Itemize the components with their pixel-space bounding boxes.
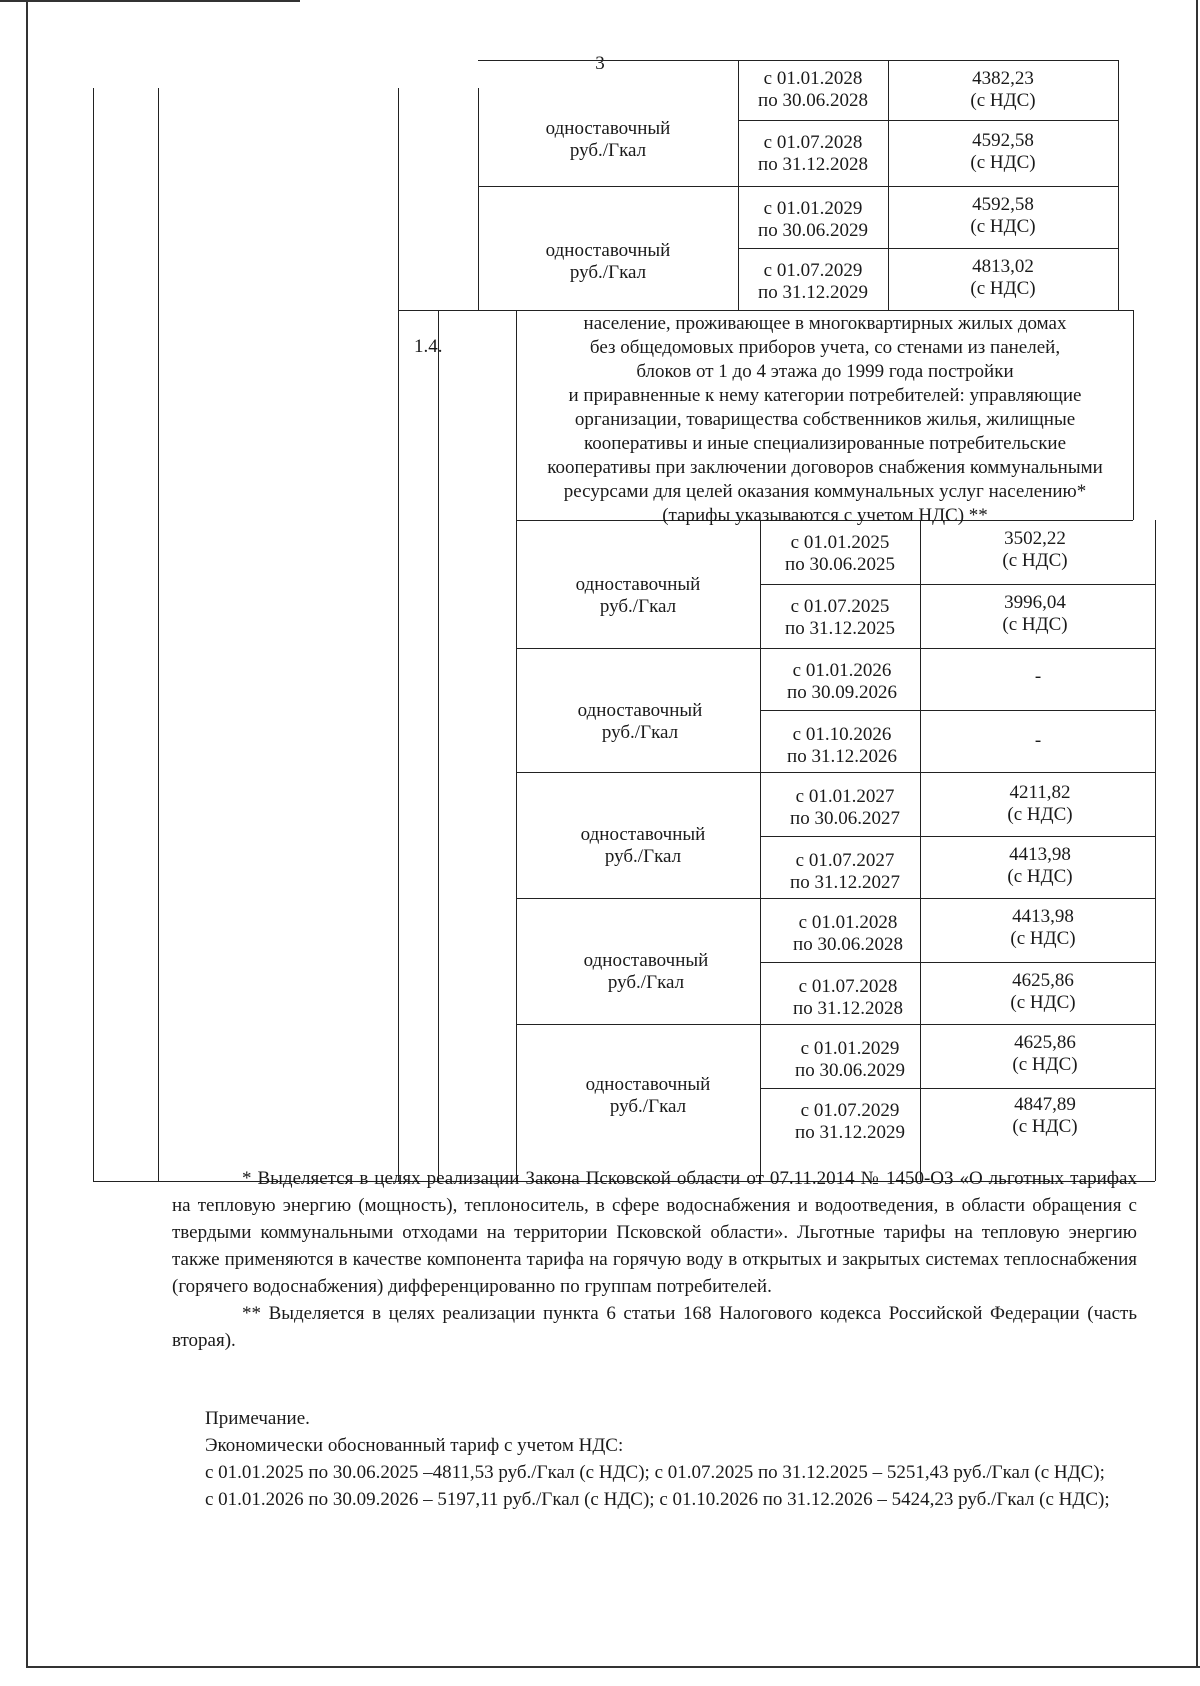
price-cell	[943, 906, 1143, 950]
tariff-type-text: одноставочный	[580, 824, 706, 845]
table-col-divider-1	[158, 88, 159, 1181]
price-value: 4813,02	[972, 256, 1034, 277]
tariff-unit-text: руб./Гкал	[569, 262, 647, 283]
price-value: 4211,82	[1009, 782, 1071, 803]
period-to: по 30.09.2026	[787, 682, 897, 703]
price-value: 4382,23	[972, 68, 1034, 89]
period-cell	[770, 596, 910, 640]
top-row-divider-2	[738, 248, 1118, 249]
price-cell	[943, 970, 1143, 1014]
price-value: 3996,04	[1004, 592, 1066, 613]
price-value: 4413,98	[1009, 844, 1071, 865]
period-cell	[743, 68, 883, 112]
note-line-2026: с 01.01.2026 по 30.09.2026 – 5197,11 руб./Гкал (с НДС); с 01.10.2026 по 31.12.2026 – 5424,23 руб./Гкал (с НДС);	[205, 1489, 1110, 1510]
period-cell	[743, 132, 883, 176]
price-cell	[940, 844, 1140, 888]
period-from: с 01.10.2026	[792, 724, 892, 745]
tariff-type-label	[488, 240, 728, 284]
period-from: с 01.07.2025	[790, 596, 890, 617]
bottom-right-border	[1155, 520, 1156, 1181]
period-from: с 01.01.2025	[790, 532, 890, 553]
category-line: без общедомовых приборов учета, со стенами из панелей,	[589, 337, 1061, 358]
price-vat: (с НДС)	[970, 90, 1036, 111]
period-cell	[770, 532, 910, 576]
category-line: и приравненные к нему категории потребителей: управляющие	[568, 385, 1082, 406]
price-vat: (с НДС)	[1010, 928, 1076, 949]
period-cell	[775, 786, 915, 830]
tariff-unit-text: руб./Гкал	[609, 1096, 687, 1117]
category-line: кооперативы и иные специализированные потребительские	[583, 433, 1067, 454]
period-to: по 30.06.2028	[758, 90, 868, 111]
price-vat: (с НДС)	[1007, 866, 1073, 887]
table-col-divider-2	[398, 88, 399, 1181]
bottom-price-divider	[920, 520, 921, 1181]
tariff-type-text: одноставочный	[585, 1074, 711, 1095]
price-cell	[903, 68, 1103, 112]
category-line: (тарифы указываются с учетом НДС) **	[662, 505, 988, 526]
price-cell	[938, 666, 1138, 688]
bottom-group-divider-3	[516, 898, 1155, 899]
price-vat: (с НДС)	[1010, 992, 1076, 1013]
tariff-unit-text: руб./Гкал	[601, 722, 679, 743]
period-from: с 01.01.2026	[792, 660, 892, 681]
tariff-unit-text: руб./Гкал	[607, 972, 685, 993]
period-to: по 31.12.2028	[758, 154, 868, 175]
price-cell	[938, 730, 1138, 752]
bottom-group-divider-2	[516, 772, 1155, 773]
footnote-star-1: * Выделяется в целях реализации Закона Псковской области от 07.11.2014 № 1450-ОЗ «О льготных тарифах на тепловую энергию (мощность), теплоноситель, в сфере водоснабжения и водоотведения, в области обращения с твердыми коммунальными отходами на территории Псковской области». Льготные тарифы на тепловую энергию также применяются в качестве компонента тарифа на горячую воду в открытых и закрытых системах теплоснабжения (горячего водоснабжения) дифференцированно по группам потребителей.	[172, 1168, 1137, 1297]
period-from: с 01.01.2028	[763, 68, 863, 89]
period-to: по 30.06.2025	[785, 554, 895, 575]
period-cell	[780, 1038, 920, 1082]
period-to: по 30.06.2028	[793, 934, 903, 955]
page-frame-bottom	[28, 1666, 1200, 1668]
price-cell	[903, 130, 1103, 174]
price-cell	[945, 1032, 1145, 1076]
price-value: -	[1034, 730, 1042, 751]
price-cell	[903, 194, 1103, 238]
price-vat: (с НДС)	[1012, 1116, 1078, 1137]
period-from: с 01.07.2029	[800, 1100, 900, 1121]
category-line: организации, товарищества собственников жилья, жилищные	[574, 409, 1076, 430]
page-frame-left	[26, 0, 28, 1668]
period-cell	[743, 260, 883, 304]
tariff-unit-text: руб./Гкал	[599, 596, 677, 617]
note-line-2025: с 01.01.2025 по 30.06.2025 –4811,53 руб./Гкал (с НДС); с 01.07.2025 по 31.12.2025 – 5251,43 руб./Гкал (с НДС);	[205, 1462, 1105, 1483]
price-value: -	[1034, 666, 1042, 687]
page-frame-top	[0, 0, 300, 2]
price-cell	[935, 528, 1135, 572]
price-value: 4413,98	[1012, 906, 1074, 927]
period-from: с 01.07.2029	[763, 260, 863, 281]
footnotes	[172, 1165, 1137, 1354]
bottom-row-divider-2a	[760, 710, 1155, 711]
bottom-group-divider-4	[516, 1024, 1155, 1025]
period-to: по 31.12.2029	[758, 282, 868, 303]
price-value: 4592,58	[972, 194, 1034, 215]
price-vat: (с НДС)	[970, 216, 1036, 237]
price-value: 3502,22	[1004, 528, 1066, 549]
page-frame-right	[1196, 0, 1198, 1668]
tariff-type-text: одноставочный	[545, 240, 671, 261]
tariff-type-label	[528, 1074, 768, 1118]
period-to: по 30.06.2027	[790, 808, 900, 829]
category-right-border	[1133, 310, 1134, 520]
bottom-row-divider-5a	[760, 1088, 1155, 1089]
tariff-type-text: одноставочный	[545, 118, 671, 139]
tariff-type-label	[523, 824, 763, 868]
page-number: 3	[595, 53, 605, 74]
table-col-divider-5	[516, 310, 517, 1181]
period-from: с 01.01.2027	[795, 786, 895, 807]
period-to: по 31.12.2027	[790, 872, 900, 893]
period-cell	[772, 724, 912, 768]
period-to: по 31.12.2028	[793, 998, 903, 1019]
tariff-type-label	[520, 700, 760, 744]
tariff-type-text: одноставочный	[583, 950, 709, 971]
price-vat: (с НДС)	[970, 152, 1036, 173]
period-cell	[778, 912, 918, 956]
top-right-border	[1118, 60, 1119, 310]
price-value: 4625,86	[1012, 970, 1074, 991]
price-cell	[903, 256, 1103, 300]
consumer-category	[525, 312, 1125, 528]
period-from: с 01.01.2028	[798, 912, 898, 933]
period-to: по 30.06.2029	[795, 1060, 905, 1081]
tariff-type-text: одноставочный	[575, 574, 701, 595]
price-cell	[935, 592, 1135, 636]
price-vat: (с НДС)	[1007, 804, 1073, 825]
bottom-group-divider-1	[516, 648, 1155, 649]
period-from: с 01.07.2027	[795, 850, 895, 871]
note-title: Примечание.	[205, 1408, 310, 1429]
tariff-unit-text: руб./Гкал	[604, 846, 682, 867]
category-line: население, проживающее в многоквартирных жилых домах	[583, 313, 1067, 334]
price-value: 4625,86	[1014, 1032, 1076, 1053]
category-line: кооперативы при заключении договоров снабжения коммунальными	[547, 457, 1103, 478]
top-border	[478, 60, 1118, 61]
table-col-divider-4	[438, 310, 439, 1181]
price-cell	[945, 1094, 1145, 1138]
footnote-star-2: ** Выделяется в целях реализации пункта 6 статьи 168 Налогового кодекса Российской Федерации (часть вторая).	[172, 1303, 1137, 1351]
price-vat: (с НДС)	[970, 278, 1036, 299]
table-col-divider-3	[478, 88, 479, 310]
period-from: с 01.01.2029	[763, 198, 863, 219]
bottom-row-divider-1a	[760, 584, 1155, 585]
price-value: 4592,58	[972, 130, 1034, 151]
note-section	[175, 1405, 1135, 1513]
price-vat: (с НДС)	[1002, 614, 1068, 635]
bottom-row-divider-4a	[760, 962, 1155, 963]
note-subtitle: Экономически обоснованный тариф с учетом НДС:	[205, 1435, 624, 1456]
period-to: по 30.06.2029	[758, 220, 868, 241]
top-period-divider	[738, 60, 739, 310]
period-cell	[780, 1100, 920, 1144]
price-cell	[940, 782, 1140, 826]
category-line: блоков от 1 до 4 этажа до 1999 года постройки	[636, 361, 1014, 382]
section-number: 1.4.	[414, 336, 443, 357]
tariff-type-text: одноставочный	[577, 700, 703, 721]
top-row-divider-1	[738, 120, 1118, 121]
period-cell	[772, 660, 912, 704]
tariff-unit-text: руб./Гкал	[569, 140, 647, 161]
bottom-row-divider-3a	[760, 836, 1155, 837]
period-from: с 01.01.2029	[800, 1038, 900, 1059]
top-group-divider	[478, 186, 1118, 187]
period-cell	[743, 198, 883, 242]
price-vat: (с НДС)	[1012, 1054, 1078, 1075]
period-cell	[775, 850, 915, 894]
tariff-type-label	[488, 118, 728, 162]
period-cell	[778, 976, 918, 1020]
price-vat: (с НДС)	[1002, 550, 1068, 571]
period-to: по 31.12.2026	[787, 746, 897, 767]
tariff-type-label	[518, 574, 758, 618]
period-from: с 01.07.2028	[763, 132, 863, 153]
category-top-border	[398, 310, 1133, 311]
top-price-divider	[888, 60, 889, 310]
table-border-left	[93, 88, 94, 1181]
period-from: с 01.07.2028	[798, 976, 898, 997]
tariff-type-label	[526, 950, 766, 994]
category-line: ресурсами для целей оказания коммунальных услуг населению*	[563, 481, 1087, 502]
period-to: по 31.12.2029	[795, 1122, 905, 1143]
period-to: по 31.12.2025	[785, 618, 895, 639]
price-value: 4847,89	[1014, 1094, 1076, 1115]
